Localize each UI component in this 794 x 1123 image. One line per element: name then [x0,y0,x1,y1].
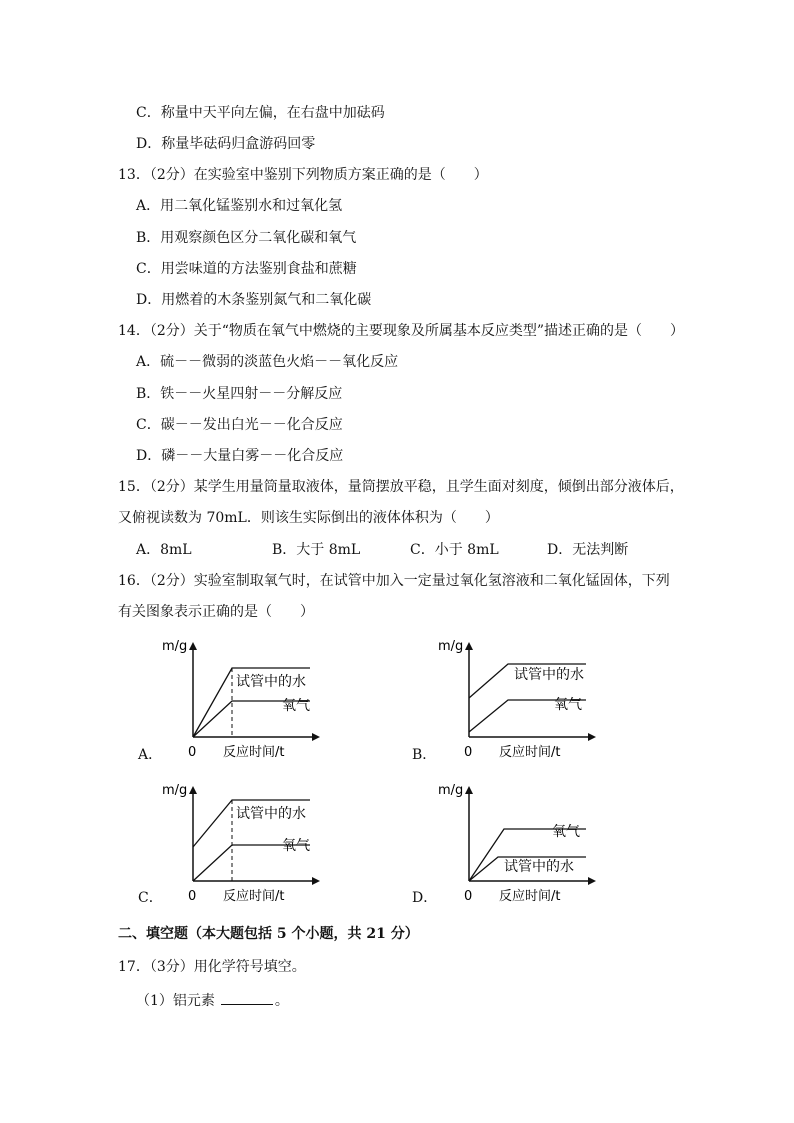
water-label: 试管中的水 [504,859,574,875]
graph-d [436,776,636,916]
q13-option-d: D．用燃着的木条鉴别氮气和二氧化碳 [136,292,372,308]
q14-option-a: A．硫－－微弱的淡蓝色火焰－－氧化反应 [136,354,399,370]
graph-c-label: C． [138,890,163,906]
q15-stem-line2: 又俯视读数为 70mL．则该生实际倒出的液体体积为（ ） [118,510,499,526]
q13-option-a: A．用二氧化锰鉴别水和过氧化氢 [136,198,343,214]
oxygen-label: 氧气 [282,698,310,714]
q16-stem-line2: 有关图象表示正确的是（ ） [118,604,314,620]
q15-option-d: D．无法判断 [547,542,629,558]
q13-stem: 13．（2分）在实验室中鉴别下列物质方案正确的是（ ） [118,167,488,183]
graph-d-label: D． [412,890,438,906]
oxygen-label: 氧气 [554,697,582,713]
y-axis-label: m/g [162,639,188,654]
graph-a-label: A． [138,747,163,763]
q14-option-b: B．铁－－火星四射－－分解反应 [136,386,343,402]
y-axis-label: m/g [438,783,464,798]
q17-part1-suffix: 。 [274,993,289,1009]
water-label: 试管中的水 [514,667,584,683]
origin-label: 0 [188,745,197,760]
y-axis-label: m/g [162,783,188,798]
q12-option-d: D．称量毕砝码归盒游码回零 [136,136,316,152]
oxygen-label: 氧气 [282,838,310,854]
x-axis-label: 反应时间/t [223,745,285,760]
q15-stem-line1: 15．（2分）某学生用量筒量取液体，量筒摆放平稳，且学生面对刻度，倾倒出部分液体后， [118,479,684,495]
graph-c [160,776,360,916]
oxygen-label: 氧气 [552,824,580,840]
q16-stem-line1: 16．（2分）实验室制取氧气时，在试管中加入一定量过氧化氢溶液和二氧化锰固体，下列 [118,573,670,589]
q15-option-c: C．小于 8mL [410,542,499,558]
q17-part1 [136,990,289,1010]
x-axis-label: 反应时间/t [499,745,561,760]
water-label: 试管中的水 [236,806,306,822]
water-label: 试管中的水 [236,674,306,690]
graph-b-label: B． [412,747,437,763]
q17-stem: 17．（3分）用化学符号填空。 [118,959,306,975]
answer-blank[interactable] [221,990,273,1005]
q14-option-d: D．磷－－大量白雾－－化合反应 [136,448,344,464]
graph-b [436,632,636,772]
q13-option-c: C．用尝味道的方法鉴别食盐和蔗糖 [136,261,357,277]
origin-label: 0 [464,745,473,760]
q14-option-c: C．碳－－发出白光－－化合反应 [136,417,343,433]
q12-option-c: C．称量中天平向左偏，在右盘中加砝码 [136,105,385,121]
q17-part1-prefix: （1）铝元素 [136,993,215,1009]
q15-option-a: A．8mL [136,542,192,558]
q14-stem: 14．（2分）关于“物质在氧气中燃烧的主要现象及所属基本反应类型”描述正确的是（ ） [118,323,685,339]
x-axis-label: 反应时间/t [499,889,561,904]
graph-a [160,632,360,772]
origin-label: 0 [188,889,197,904]
origin-label: 0 [464,889,473,904]
y-axis-label: m/g [438,639,464,654]
x-axis-label: 反应时间/t [223,889,285,904]
q15-option-b: B．大于 8mL [272,542,361,558]
q13-option-b: B．用观察颜色区分二氧化碳和氧气 [136,230,357,246]
section-heading: 二、填空题（本大题包括 5 个小题，共 21 分） [118,926,419,942]
